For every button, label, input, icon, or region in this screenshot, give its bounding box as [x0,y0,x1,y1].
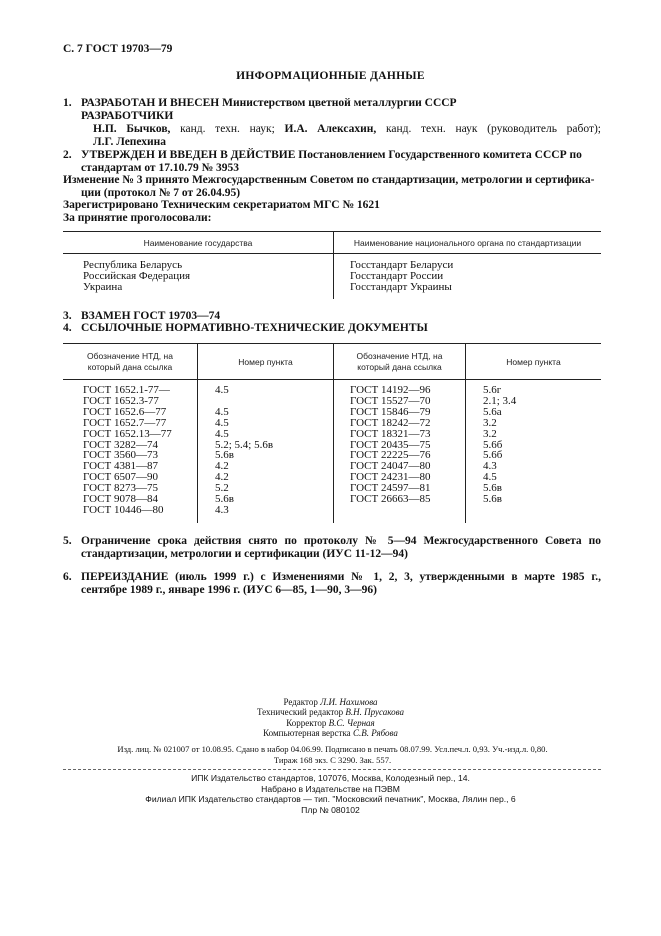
table-rule [63,343,601,344]
section-4-text: ССЫЛОЧНЫЕ НОРМАТИВНО-ТЕХНИЧЕСКИЕ ДОКУМЕНТЫ [81,322,428,334]
right-items-column: 5.6г 2.1; 3.4 5.6а 3.2 3.2 5.6б 5.6б 4.3 4.5 5.6в 5.6в [483,384,517,506]
developer-2-name: И.А. Алексахин, [284,123,377,135]
section-6 [63,571,601,596]
publisher-line-3: Филиал ИПК Издательство стандартов — тип. "Московский печатник", Москва, Лялин пер., 6 [145,794,516,805]
item-header-left: Номер пункта [238,357,293,367]
section-1-line-1: РАЗРАБОТАН И ВНЕСЕН Министерством цветной металлургии СССР [81,97,457,109]
table-rule [63,231,601,232]
section-2-line-1: УТВЕРЖДЕН И ВВЕДЕН В ДЕЙСТВИЕ Постановлением Государственного комитета СССР по [81,149,582,161]
separator-line [63,769,601,770]
publisher-line-1: ИПК Издательство стандартов, 107076, Москва, Колодезный пер., 14. [191,773,470,783]
section-5-line-2: стандартизации, метрологии и сертификации (ИУС 11-12—94) [81,547,408,560]
ntd-table [63,343,601,523]
right-docs-column: ГОСТ 14192—96 ГОСТ 15527—70 ГОСТ 15846—79 ГОСТ 18242—72 ГОСТ 18321—73 ГОСТ 20435—75 ГОСТ 22225—76 ГОСТ 24047—80 ГОСТ 24231—80 ГОСТ 24597—81 ГОСТ 26663—85 [350,384,431,506]
amendment-line-2: ции (протокол № 7 от 26.04.95) [81,186,241,199]
section-4 [63,322,601,335]
credits-block [0,697,661,739]
section-number: 4. [63,322,72,334]
item-header-right: Номер пункта [506,357,561,367]
section-number: 5. [63,535,72,547]
imprint-block [60,744,605,766]
body-cell: Госстандарт России [350,270,444,283]
section-number: 6. [63,571,72,583]
table-divider [465,343,466,523]
credit-name: В.Н. Прусакова [345,707,405,718]
section-number: 2. [63,149,72,161]
developers-list [63,123,601,148]
state-cell: Российская Федерация [83,270,191,283]
section-3 [63,310,601,323]
table-rule [63,379,601,380]
section-6-line-2: сентябре 1989 г., январе 1996 г. (ИУС 6—85, 1—90, 3—96) [81,583,377,596]
amendment-line-1: Изменение № 3 принято Межгосударственным Советом по стандартизации, метрологии и сертифика- [63,174,595,186]
state-cell: Украина [83,281,123,294]
section-3-text: ВЗАМЕН ГОСТ 19703—74 [81,310,221,322]
section-2-line-2: стандартам от 17.10.79 № 3953 [81,161,240,174]
doc-header-left: Обозначение НТД, на который дана ссылка [87,351,173,372]
doc-header-right: Обозначение НТД, на который дана ссылка [356,351,443,372]
imprint-line-2: Тираж 168 экз. С 3290. Зак. 557. [273,755,392,765]
states-column [83,260,190,294]
table-rule [63,253,601,254]
bodies-column [350,260,453,294]
left-docs-column: ГОСТ 1652.1-77— ГОСТ 1652.3-77 ГОСТ 1652.6—77 ГОСТ 1652.7—77 ГОСТ 1652.13—77 ГОСТ 3282—74 ГОСТ 3560—73 ГОСТ 4381—87 ГОСТ 6507—90 ГОСТ 8273—75 ГОСТ 9078—84 ГОСТ 10446—80 [83,384,172,516]
section-5-line-1: Ограничение срока действия снято по протоколу № 5—94 Межгосударственного Совета по [81,535,601,547]
credit-name: Л.И. Нахимова [320,697,378,707]
state-cell: Республика Беларусь [83,259,183,271]
credit-label: Технический редактор [256,707,346,718]
developer-3-name: Л.Г. Лепехина [93,135,167,148]
section-number: 3. [63,310,72,322]
credit-label: Корректор [286,717,329,728]
amendment-line-3: Зарегистрировано Техническим секретариатом МГС № 1621 [63,199,380,211]
states-table [63,231,601,299]
amendment-line-4: За принятие проголосовали: [63,211,212,224]
imprint-line-1: Изд. лиц. № 021007 от 10.08.95. Сдано в набор 04.06.99. Подписано в печать 08.07.99. Усл.печ.л. 0,93. Уч.-изд.л. 0,80. [117,744,548,754]
credit-label: Редактор [283,697,321,707]
credit-label: Компьютерная верстка [263,728,353,739]
publisher-line-2: Набрано в Издательстве на ПЭВМ [261,783,400,794]
section-5 [63,535,601,560]
table-divider [197,343,198,523]
developer-1-name: Н.П. Бычков, [93,123,171,135]
left-items-column: 4.5 4.5 4.5 4.5 5.2; 5.4; 5.6в 5.6в 4.2 4.2 5.2 5.6в 4.3 [215,384,274,516]
developer-1-degree: канд. техн. наук; [170,123,285,135]
states-header: Наименование государства [143,238,253,248]
amendment-block [63,174,601,224]
publisher-block [0,773,661,815]
section-number: 1. [63,97,72,109]
page-title: ИНФОРМАЦИОННЫЕ ДАННЫЕ [236,70,425,82]
publisher-line-4: Плр № 080102 [301,804,360,815]
credit-name: В.С. Черная [328,717,375,728]
section-1-line-2: РАЗРАБОТЧИКИ [81,109,174,122]
section-1 [63,97,601,122]
body-cell: Госстандарт Беларуси [350,259,454,271]
section-6-line-1: ПЕРЕИЗДАНИЕ (июль 1999 г.) с Изменениями № 1, 2, 3, утвержденными в марте 1985 г., [81,571,601,583]
page-header: С. 7 ГОСТ 19703—79 [63,43,173,55]
bodies-header: Наименование национального органа по стандартизации [353,238,582,248]
section-2 [63,149,601,174]
credit-name: С.В. Рябова [352,728,398,739]
body-cell: Госстандарт Украины [350,281,452,294]
developer-2-degree: канд. техн. наук (руководитель работ); [376,123,602,135]
